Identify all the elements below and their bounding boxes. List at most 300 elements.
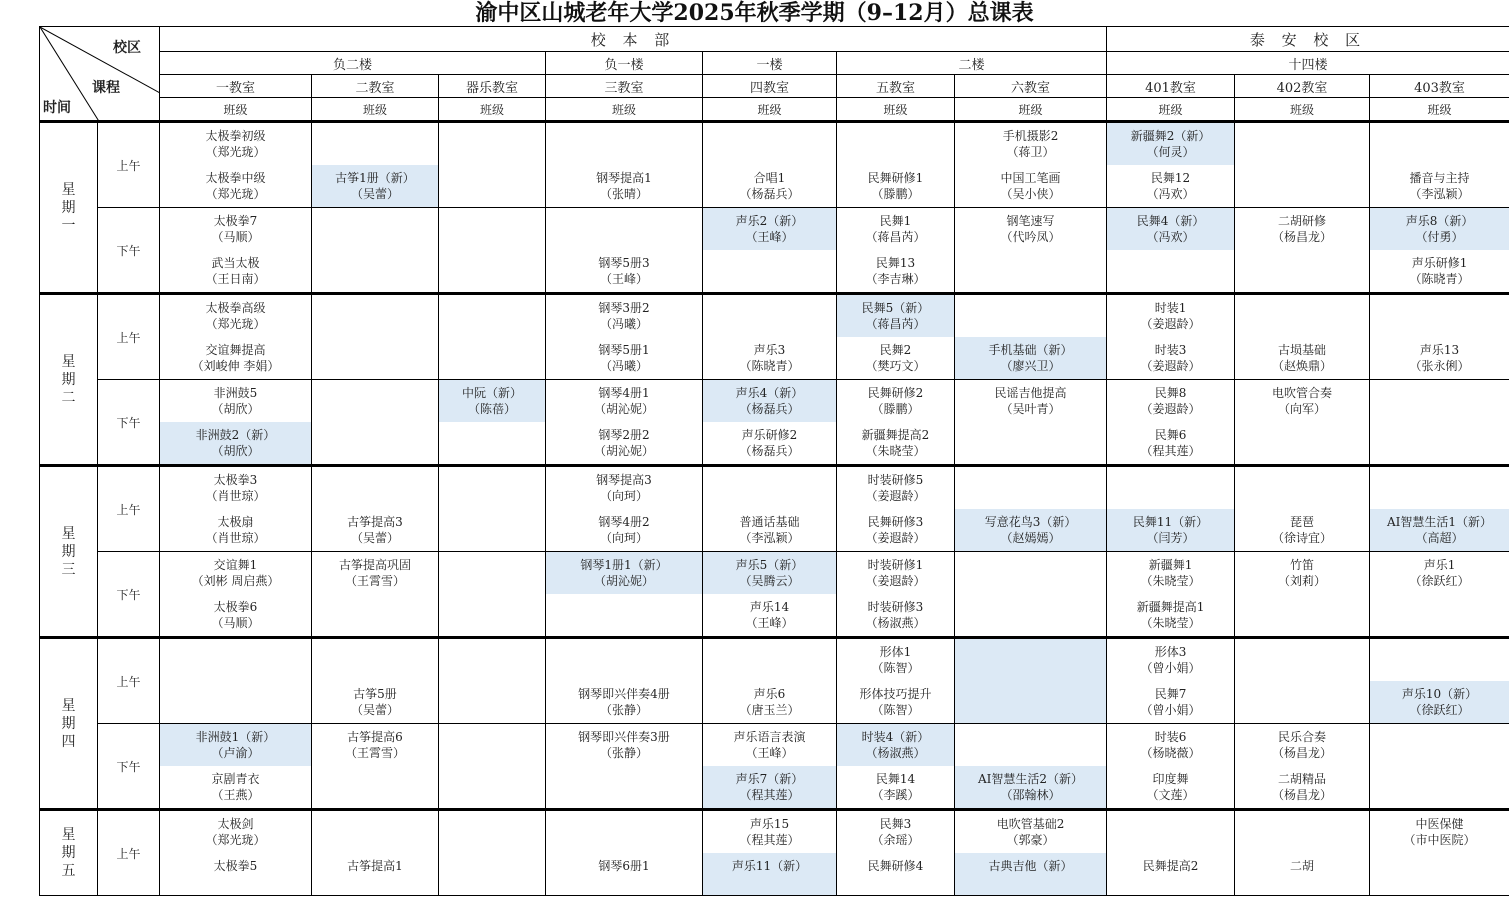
class-entry — [312, 208, 438, 250]
course-name: 古典吉他（新） — [988, 859, 1073, 873]
schedule-cell — [439, 810, 546, 896]
class-entry — [312, 467, 438, 509]
schedule-cell — [439, 552, 546, 638]
class-entry — [1107, 552, 1234, 594]
day-label — [40, 810, 98, 896]
class-entry — [837, 380, 954, 422]
schedule-cell — [1107, 810, 1235, 896]
class-entry — [703, 467, 836, 509]
schedule-cell — [703, 380, 837, 466]
schedule-cell — [1235, 810, 1370, 896]
course-name: 民舞6 — [1154, 428, 1187, 442]
class-entry — [703, 422, 836, 464]
class-entry — [312, 337, 438, 379]
course-name: 钢琴4册2 — [598, 515, 650, 529]
teacher-name: （杨晓薇） — [1140, 746, 1201, 760]
class-entry — [439, 639, 545, 681]
schedule-cell — [703, 810, 837, 896]
teacher-name: （郭豪） — [1006, 833, 1055, 847]
schedule-cell — [1370, 294, 1509, 380]
teacher-name: （姜遐龄） — [1140, 317, 1201, 331]
schedule-cell — [546, 466, 703, 552]
class-entry — [160, 165, 311, 207]
class-entry — [837, 467, 954, 509]
teacher-name: （赵焕鼎） — [1272, 359, 1333, 373]
course-name: 二胡 — [1290, 859, 1315, 873]
teacher-name: （刘彬 周启燕） — [191, 574, 280, 588]
class-entry — [955, 639, 1106, 681]
teacher-name: （朱晓莹） — [1140, 574, 1201, 588]
schedule-cell — [837, 810, 955, 896]
class-entry — [160, 337, 311, 379]
teacher-name: （冯曦） — [599, 317, 648, 331]
course-name: 民舞11（新） — [1132, 515, 1209, 529]
course-name: 声乐10（新） — [1401, 687, 1478, 701]
class-label: 班级 — [1370, 98, 1509, 122]
course-name: 中国工笔画 — [1000, 171, 1061, 185]
schedule-cell — [160, 810, 312, 896]
class-entry — [1107, 337, 1234, 379]
class-entry — [439, 123, 545, 165]
class-entry — [439, 208, 545, 250]
schedule-cell — [703, 122, 837, 208]
schedule-cell — [312, 810, 439, 896]
schedule-cell — [837, 380, 955, 466]
course-name: 声乐研修1 — [1411, 256, 1468, 270]
class-entry — [546, 208, 702, 250]
schedule-cell — [1107, 552, 1235, 638]
class-entry — [1370, 594, 1509, 636]
course-name: 琵琶 — [1290, 515, 1315, 529]
class-entry — [312, 811, 438, 853]
class-entry — [1370, 123, 1509, 165]
class-entry — [546, 811, 702, 853]
class-label: 班级 — [546, 98, 703, 122]
teacher-name: （姜遐龄） — [865, 489, 926, 503]
schedule-cell — [1370, 208, 1509, 294]
course-name: 民舞提高2 — [1142, 859, 1199, 873]
floor-b1: 负一楼 — [546, 52, 703, 75]
class-entry — [312, 509, 438, 551]
class-label: 班级 — [1107, 98, 1235, 122]
teacher-name: （高超） — [1415, 531, 1464, 545]
class-entry — [439, 853, 545, 895]
teacher-name: （姜遐龄） — [865, 574, 926, 588]
course-name: 民舞4（新） — [1136, 214, 1205, 228]
class-entry — [955, 811, 1106, 853]
teacher-name: （吴蕾） — [350, 703, 399, 717]
day-label-char: 五 — [61, 863, 76, 879]
course-name: 民谣吉他提高 — [994, 386, 1067, 400]
schedule-cell — [160, 638, 312, 724]
teacher-name: （张静） — [599, 746, 648, 760]
course-name: 民舞5（新） — [861, 301, 930, 315]
class-label: 班级 — [1235, 98, 1370, 122]
class-entry — [703, 594, 836, 636]
class-entry — [312, 380, 438, 422]
schedule-cell — [955, 380, 1107, 466]
course-name: 钢琴5册3 — [598, 256, 650, 270]
class-entry — [1107, 639, 1234, 681]
teacher-name: （付勇） — [1415, 230, 1464, 244]
schedule-table — [39, 26, 1509, 896]
class-entry — [1370, 380, 1509, 422]
class-entry — [1107, 250, 1234, 292]
day-label-char: 一 — [61, 217, 76, 234]
day-label — [40, 466, 98, 638]
class-entry — [439, 380, 545, 422]
course-name: 声乐2（新） — [735, 214, 804, 228]
class-entry — [439, 422, 545, 464]
period-label: 下午 — [98, 380, 160, 466]
class-entry — [1235, 552, 1369, 594]
teacher-name: （赵嫣嫣） — [1000, 531, 1061, 545]
class-entry — [546, 380, 702, 422]
class-entry — [1235, 295, 1369, 337]
class-entry — [955, 208, 1106, 250]
day-label — [40, 122, 98, 294]
course-name: 时装3 — [1154, 343, 1187, 357]
floor-2: 二楼 — [837, 52, 1107, 75]
class-entry — [1235, 724, 1369, 766]
course-name: 太极拳5 — [213, 859, 258, 873]
class-entry — [312, 552, 438, 594]
course-name: 钢琴即兴伴奏3册 — [578, 730, 670, 744]
schedule-cell — [160, 724, 312, 810]
course-name: 钢笔速写 — [1006, 214, 1055, 228]
teacher-name: （王燕） — [211, 788, 260, 802]
course-name: 形体1 — [879, 645, 912, 659]
teacher-name: （程其莲） — [1140, 444, 1201, 458]
teacher-name: （王霄雪） — [344, 746, 405, 760]
class-entry — [1370, 165, 1509, 207]
course-name: 钢琴提高1 — [596, 171, 652, 185]
class-entry — [312, 165, 438, 207]
schedule-cell — [439, 638, 546, 724]
course-name: 非洲鼓2（新） — [195, 428, 276, 442]
schedule-cell — [955, 122, 1107, 208]
class-entry — [546, 123, 702, 165]
course-name: 二胡研修 — [1278, 214, 1327, 228]
class-entry — [955, 724, 1106, 766]
teacher-name: （王峰） — [745, 230, 794, 244]
schedule-cell — [703, 466, 837, 552]
schedule-cell — [439, 294, 546, 380]
class-entry — [1235, 681, 1369, 723]
course-name: 民舞13 — [875, 256, 916, 270]
teacher-name: （胡沁妮） — [593, 444, 654, 458]
class-entry — [1235, 594, 1369, 636]
teacher-name: （杨淑燕） — [865, 746, 926, 760]
schedule-cell — [955, 638, 1107, 724]
schedule-cell — [1370, 552, 1509, 638]
course-name: 民舞研修2 — [867, 386, 924, 400]
teacher-name: （杨磊兵） — [739, 187, 800, 201]
class-entry — [312, 639, 438, 681]
schedule-cell — [1107, 638, 1235, 724]
day-label-char: 期 — [61, 715, 76, 732]
schedule-cell — [955, 466, 1107, 552]
course-name: 声乐7（新） — [735, 772, 804, 786]
course-name: 声乐8（新） — [1405, 214, 1474, 228]
class-entry — [160, 123, 311, 165]
schedule-cell — [703, 208, 837, 294]
class-entry — [312, 681, 438, 723]
class-entry — [1370, 337, 1509, 379]
teacher-name: （杨昌龙） — [1272, 788, 1333, 802]
schedule-cell — [439, 466, 546, 552]
course-name: 民舞7 — [1154, 687, 1187, 701]
class-entry — [160, 380, 311, 422]
class-entry — [546, 337, 702, 379]
period-label: 下午 — [98, 208, 160, 294]
schedule-cell — [955, 724, 1107, 810]
course-name: 时装研修3 — [867, 600, 924, 614]
class-entry — [955, 467, 1106, 509]
room-header: 一教室 — [160, 75, 312, 98]
class-entry — [703, 681, 836, 723]
course-name: AI智慧生活2（新） — [977, 772, 1084, 786]
schedule-cell — [312, 122, 439, 208]
teacher-name: （姜遐龄） — [865, 531, 926, 545]
teacher-name: （曾小娟） — [1140, 661, 1201, 675]
class-entry — [703, 552, 836, 594]
teacher-name: （刘莉） — [1278, 574, 1327, 588]
class-entry — [439, 552, 545, 594]
room-header: 402教室 — [1235, 75, 1370, 98]
day-label-char: 期 — [61, 371, 76, 388]
schedule-cell — [1235, 208, 1370, 294]
class-entry — [160, 639, 311, 681]
schedule-cell — [837, 466, 955, 552]
course-name: 钢琴6册1 — [598, 859, 650, 873]
teacher-name: （杨昌龙） — [1272, 746, 1333, 760]
schedule-cell — [1235, 552, 1370, 638]
class-entry — [312, 724, 438, 766]
teacher-name: （程其莲） — [739, 788, 800, 802]
class-entry — [703, 724, 836, 766]
teacher-name: （肖世琼） — [205, 489, 266, 503]
class-entry — [955, 853, 1106, 895]
class-entry — [837, 509, 954, 551]
course-name: 时装1 — [1154, 301, 1187, 315]
class-entry — [837, 295, 954, 337]
class-entry — [955, 250, 1106, 292]
course-name: 声乐14 — [749, 600, 790, 614]
class-entry — [703, 766, 836, 808]
class-entry — [546, 552, 702, 594]
course-name: 钢琴4册1 — [598, 386, 650, 400]
teacher-name: （卢渝） — [211, 746, 260, 760]
teacher-name: （朱晓莹） — [1140, 616, 1201, 630]
course-name: 中阮（新） — [461, 386, 522, 400]
schedule-cell — [1235, 638, 1370, 724]
teacher-name: （胡沁妮） — [593, 402, 654, 416]
course-name: 声乐研修2 — [741, 428, 798, 442]
class-entry — [160, 724, 311, 766]
course-name: 二胡精品 — [1278, 772, 1327, 786]
course-name: 古筝提高1 — [347, 859, 403, 873]
course-name: 新疆舞提高2 — [861, 428, 930, 442]
course-name: 民舞12 — [1150, 171, 1191, 185]
period-label: 上午 — [98, 810, 160, 896]
class-entry — [955, 380, 1106, 422]
day-label — [40, 638, 98, 810]
course-name: 声乐15 — [749, 817, 790, 831]
course-name: 时装4（新） — [861, 730, 930, 744]
teacher-name: （廖兴卫） — [1000, 359, 1061, 373]
class-entry — [312, 853, 438, 895]
schedule-cell — [1107, 208, 1235, 294]
course-name: 民舞3 — [879, 817, 912, 831]
class-entry — [439, 295, 545, 337]
teacher-name: （徐跃红） — [1409, 574, 1470, 588]
class-entry — [703, 250, 836, 292]
class-entry — [160, 766, 311, 808]
teacher-name: （胡欣） — [211, 444, 260, 458]
class-entry — [1107, 208, 1234, 250]
class-entry — [546, 295, 702, 337]
schedule-cell — [1235, 724, 1370, 810]
schedule-cell — [1107, 380, 1235, 466]
course-name: 钢琴即兴伴奏4册 — [578, 687, 670, 701]
course-name: 声乐语言表演 — [733, 730, 806, 744]
schedule-cell — [312, 638, 439, 724]
schedule-cell — [837, 552, 955, 638]
schedule-cell — [703, 552, 837, 638]
teacher-name: （邵翰林） — [1000, 788, 1061, 802]
course-name: 太极剑 — [217, 817, 254, 831]
course-name: 印度舞 — [1152, 772, 1189, 786]
course-name: 太极拳6 — [213, 600, 258, 614]
class-entry — [1235, 766, 1369, 808]
course-name: 太极拳初级 — [205, 129, 266, 143]
course-name: 电吹管合奏 — [1272, 386, 1333, 400]
class-label: 班级 — [703, 98, 837, 122]
teacher-name: （蒋卫） — [1006, 145, 1055, 159]
class-entry — [1107, 295, 1234, 337]
schedule-cell — [160, 208, 312, 294]
teacher-name: （程其莲） — [739, 833, 800, 847]
class-entry — [546, 724, 702, 766]
class-entry — [1370, 811, 1509, 853]
teacher-name: （陈晓青） — [1409, 272, 1470, 286]
teacher-name: （朱晓莹） — [865, 444, 926, 458]
class-entry — [439, 467, 545, 509]
class-entry — [1370, 853, 1509, 895]
course-name: 民舞研修3 — [867, 515, 924, 529]
course-name: 交谊舞提高 — [205, 343, 266, 357]
room-header: 五教室 — [837, 75, 955, 98]
course-name: 手机摄影2 — [1002, 129, 1059, 143]
schedule-cell — [546, 122, 703, 208]
class-entry — [1370, 681, 1509, 723]
class-entry — [955, 681, 1106, 723]
schedule-cell — [955, 552, 1107, 638]
teacher-name: （陈晓青） — [739, 359, 800, 373]
class-entry — [160, 552, 311, 594]
schedule-cell — [1107, 294, 1235, 380]
schedule-cell — [837, 122, 955, 208]
class-entry — [160, 853, 311, 895]
teacher-name: （郑光珑） — [205, 187, 266, 201]
class-entry — [1235, 811, 1369, 853]
class-entry — [837, 724, 954, 766]
teacher-name: （吴蕾） — [350, 531, 399, 545]
class-entry — [312, 295, 438, 337]
class-entry — [160, 509, 311, 551]
class-entry — [837, 337, 954, 379]
class-entry — [1370, 467, 1509, 509]
class-entry — [1235, 467, 1369, 509]
course-name: 钢琴3册2 — [598, 301, 650, 315]
teacher-name: （樊巧文） — [865, 359, 926, 373]
schedule-cell — [439, 208, 546, 294]
corner-campus-label: 校区 — [113, 40, 141, 56]
schedule-cell — [546, 810, 703, 896]
class-entry — [160, 467, 311, 509]
course-name: 声乐4（新） — [735, 386, 804, 400]
course-name: 太极拳高级 — [205, 301, 266, 315]
teacher-name: （刘峻伸 李娟） — [191, 359, 280, 373]
teacher-name: （王峰） — [745, 616, 794, 630]
teacher-name: （冯欢） — [1146, 187, 1195, 201]
room-header: 401教室 — [1107, 75, 1235, 98]
floor-b2: 负二楼 — [160, 52, 546, 75]
course-name: 交谊舞1 — [213, 558, 258, 572]
class-entry — [1235, 208, 1369, 250]
teacher-name: （蒋昌芮） — [865, 317, 926, 331]
class-entry — [546, 681, 702, 723]
course-name: 民舞1 — [879, 214, 912, 228]
schedule-cell — [1370, 810, 1509, 896]
teacher-name: （肖世琼） — [205, 531, 266, 545]
class-entry — [439, 337, 545, 379]
course-name: 声乐13 — [1419, 343, 1460, 357]
day-label-char: 星 — [61, 697, 76, 714]
class-entry — [1107, 594, 1234, 636]
class-entry — [1235, 509, 1369, 551]
course-name: 非洲鼓5 — [213, 386, 258, 400]
class-entry — [1370, 509, 1509, 551]
course-name: 写意花鸟3（新） — [984, 515, 1077, 529]
class-entry — [1370, 639, 1509, 681]
course-name: AI智慧生活1（新） — [1387, 515, 1493, 529]
schedule-cell — [1235, 466, 1370, 552]
schedule-cell — [955, 810, 1107, 896]
schedule-cell — [312, 552, 439, 638]
period-label: 上午 — [98, 122, 160, 208]
teacher-name: （冯曦） — [599, 359, 648, 373]
class-entry — [439, 811, 545, 853]
schedule-cell — [546, 380, 703, 466]
teacher-name: （张晴） — [599, 187, 648, 201]
class-entry — [160, 295, 311, 337]
course-name: 民舞研修1 — [867, 171, 924, 185]
day-label — [40, 294, 98, 466]
class-entry — [160, 594, 311, 636]
course-name: 钢琴提高3 — [596, 473, 652, 487]
course-name: 中医保健 — [1415, 817, 1464, 831]
teacher-name: （杨磊兵） — [739, 402, 800, 416]
class-entry — [160, 811, 311, 853]
class-entry — [955, 123, 1106, 165]
teacher-name: （吴小侠） — [1000, 187, 1061, 201]
course-name: 太极拳中级 — [205, 171, 266, 185]
course-name: 合唱1 — [753, 171, 786, 185]
class-entry — [703, 123, 836, 165]
class-entry — [1370, 250, 1509, 292]
